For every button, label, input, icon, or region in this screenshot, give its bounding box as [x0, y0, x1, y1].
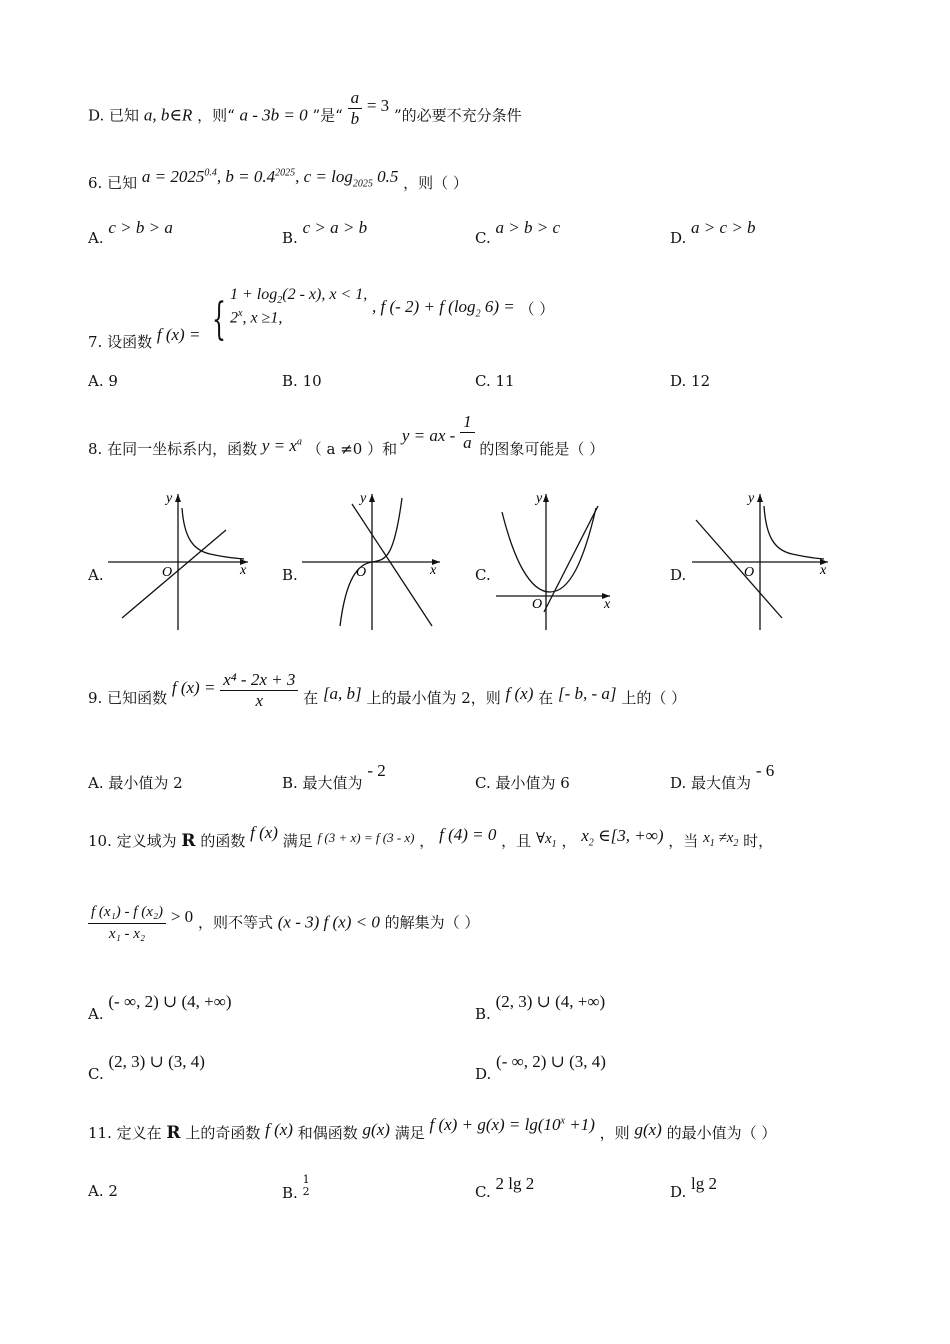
q8a-x-label: x [240, 563, 247, 578]
q8-option-b-label[interactable]: B. [282, 566, 298, 584]
q8-option-a-label[interactable]: A. [88, 566, 104, 584]
q8d-y-label: y [748, 491, 755, 506]
q8a-y-label: y [166, 491, 173, 506]
q7-option-c[interactable]: C. 11 [475, 372, 515, 390]
q5d-fraction: $\frac{a}{b}$ [348, 88, 363, 129]
q8c-origin: O [532, 597, 543, 612]
q5d-set: a, b∈R [143, 105, 193, 125]
q9-option-b[interactable]: B. 最大值为 - 2 [282, 761, 386, 792]
q6-option-c[interactable]: C. a > b > c [475, 218, 560, 247]
q11-option-c[interactable]: C. 2 lg 2 [475, 1174, 535, 1201]
q7-option-a[interactable]: A. 9 [88, 372, 118, 390]
q9-option-c[interactable]: C. 最小值为 6 [475, 774, 570, 792]
q5d-label: D. 已知 [88, 106, 140, 125]
q10-option-d[interactable]: D. (- ∞, 2) ∪ (3, 4) [475, 1052, 606, 1083]
q10-stem-line2: $\frac{\text{f (x₁) - f (x₂)}}{\text{x₁ - x₂}}$ > 0 ，则不等式 (x - 3) f (x) < 0 的解集为（ ） [88, 904, 479, 943]
q11-option-d[interactable]: D. lg 2 [670, 1174, 718, 1201]
q9-stem: 9. 已知函数 f (x) = $\frac{\text{x⁴ - 2x + 3}}{x}$ 在 [a, b] 上的最小值为 2，则 f (x) 在 [- b, - a] 上的（ ） [88, 670, 687, 710]
q8b-y-label: y [360, 491, 367, 506]
q8-graph-d[interactable] [688, 488, 838, 638]
q10-option-b[interactable]: B. (2, 3) ∪ (4, +∞) [475, 992, 606, 1023]
q9-option-a[interactable]: A. 最小值为 2 [88, 774, 183, 792]
q8c-x-label: x [604, 597, 611, 612]
q10-option-c[interactable]: C. (2, 3) ∪ (3, 4) [88, 1052, 205, 1083]
q5d-eq: a - 3b = 0 [239, 105, 308, 125]
q8b-x-label: x [430, 563, 437, 578]
q6-stem: 6. 已知 $a = 2025^{0.4}$, $b = 0.4^{2025}$, $c = \log_{2025} 0.5$ ，则（ ） [88, 167, 468, 192]
q6-a: $a = 2025^{0.4}$, $b = 0.4^{2025}$, $c = \log_{2025} 0.5$ [141, 167, 399, 190]
q8b-origin: O [356, 565, 367, 580]
q5d-tail: ”的必要不充分条件 [393, 106, 522, 125]
q8c-y-label: y [536, 491, 543, 506]
q6-option-d[interactable]: D. a > c > b [670, 218, 756, 247]
q6-option-b[interactable]: B. c > a > b [282, 218, 368, 247]
q5-option-d [88, 88, 522, 137]
q8-graph-a[interactable] [100, 488, 260, 638]
q5d-mid: ”是“ [312, 106, 343, 125]
q8d-origin: O [744, 565, 755, 580]
q11-option-a[interactable]: A. 2 [88, 1182, 118, 1200]
q7-option-d[interactable]: D. 12 [670, 372, 711, 390]
q5d-frac-val: = 3 [366, 95, 390, 115]
q11-stem: 11. 定义在 R 上的奇函数 f (x) 和偶函数 g(x) 满足 f $(x) + g(x) = \lg(10^x +1)$ ，则 g(x) 的最小值为（ ） [88, 1115, 777, 1143]
q7-stem: 7. 设函数 f (x) = { $1 + \log_2(2 - x)$, x < 1, 2$^x$, x ≥1, , f (- 2) + f ($\log_2$ 6) = （ ） [88, 286, 555, 351]
q7-option-b[interactable]: B. 10 [282, 372, 322, 390]
q7-piecewise-brace: { [212, 294, 227, 345]
q8-graph-c[interactable] [492, 488, 622, 638]
q6-option-a[interactable]: A. c > b > a [88, 218, 173, 247]
q8a-origin: O [162, 565, 173, 580]
q8-stem: 8. 在同一坐标系内，函数 $y = x^a$ （ a ≠0 ）和 y = ax - $\frac{1}{a}$ 的图象可能是（ ） [88, 412, 605, 458]
q8-option-c-label[interactable]: C. [475, 566, 491, 584]
q10-option-a[interactable]: A. (- ∞, 2) ∪ (4, +∞) [88, 992, 232, 1023]
q11-option-b[interactable]: B. 1 2 [282, 1173, 310, 1202]
q5d-sep: ，则“ [197, 106, 235, 125]
q8-option-d-label[interactable]: D. [670, 566, 687, 584]
q8d-x-label: x [820, 563, 827, 578]
q9-option-d[interactable]: D. 最大值为 - 6 [670, 761, 775, 792]
q10-stem-line1: 10. 定义域为 R 的函数 f (x) 满足 f (3 + x) = f (3 - x) ， f (4) = 0 ，且 $\forall x_1$ ， $x_2$ ∈[3, +∞) ，当 $x_1 \ne x_2$ 时， [88, 823, 774, 851]
q8-graph-b[interactable] [296, 488, 456, 638]
q7-piecewise: $1 + \log_2(2 - x)$, x < 1, 2$^x$, x ≥1, [230, 286, 368, 327]
